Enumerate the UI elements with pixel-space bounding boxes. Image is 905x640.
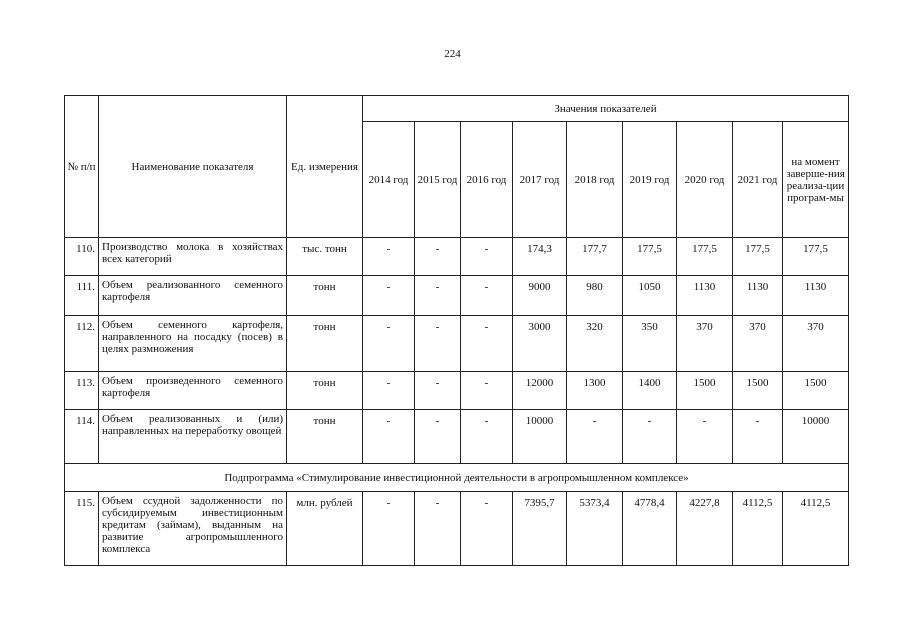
value-cell: 177,5: [677, 238, 733, 276]
indicator-name: Объем произведенного семенного картофеля: [99, 372, 287, 410]
value-cell: -: [677, 410, 733, 464]
value-cell: 370: [733, 316, 783, 372]
row-number: 110.: [65, 238, 99, 276]
value-cell: 177,5: [783, 238, 849, 276]
row-number: 112.: [65, 316, 99, 372]
value-cell: 370: [783, 316, 849, 372]
value-cell: 1130: [783, 276, 849, 316]
value-cell: 1500: [677, 372, 733, 410]
unit-cell: тонн: [287, 410, 363, 464]
value-cell: -: [363, 316, 415, 372]
value-cell: 4227,8: [677, 492, 733, 566]
value-cell: 4778,4: [623, 492, 677, 566]
value-cell: -: [461, 316, 513, 372]
table-row: [65, 410, 849, 464]
header-year: 2019 год: [623, 122, 677, 238]
header-name: Наименование показателя: [99, 96, 287, 238]
header-year: 2018 год: [567, 122, 623, 238]
value-cell: -: [623, 410, 677, 464]
value-cell: 177,7: [567, 238, 623, 276]
value-cell: 10000: [783, 410, 849, 464]
value-cell: -: [461, 276, 513, 316]
value-cell: 4112,5: [733, 492, 783, 566]
header-values-group: Значения показателей: [363, 96, 849, 122]
subprogram-row: [65, 464, 849, 492]
row-number: 115.: [65, 492, 99, 566]
value-cell: 370: [677, 316, 733, 372]
header-unit: Ед. измерения: [287, 96, 363, 238]
value-cell: 3000: [513, 316, 567, 372]
unit-cell: тыс. тонн: [287, 238, 363, 276]
row-number: 113.: [65, 372, 99, 410]
indicator-name: Объем реализованных и (или) направленных на переработку овощей: [99, 410, 287, 464]
row-number: 114.: [65, 410, 99, 464]
value-cell: -: [567, 410, 623, 464]
header-year: 2020 год: [677, 122, 733, 238]
value-cell: 5373,4: [567, 492, 623, 566]
table-row: [65, 276, 849, 316]
indicator-name: Производство молока в хозяйствах всех категорий: [99, 238, 287, 276]
indicator-name: Объем реализованного семенного картофеля: [99, 276, 287, 316]
value-cell: -: [363, 372, 415, 410]
value-cell: -: [733, 410, 783, 464]
value-cell: -: [363, 238, 415, 276]
indicator-name: Объем ссудной задолженности по субсидируемым инвестиционным кредитам (займам), выданным на развитие агропромышленного комплекса: [99, 492, 287, 566]
value-cell: 1400: [623, 372, 677, 410]
value-cell: -: [461, 238, 513, 276]
table-row: [65, 372, 849, 410]
page-number: 224: [444, 48, 461, 60]
value-cell: 4112,5: [783, 492, 849, 566]
value-cell: 177,5: [623, 238, 677, 276]
indicators-table: [64, 95, 849, 566]
value-cell: 350: [623, 316, 677, 372]
value-cell: 1300: [567, 372, 623, 410]
value-cell: -: [363, 276, 415, 316]
value-cell: -: [461, 410, 513, 464]
value-cell: 174,3: [513, 238, 567, 276]
indicator-name: Объем семенного картофеля, направленного на посадку (посев) в целях размножения: [99, 316, 287, 372]
value-cell: -: [415, 238, 461, 276]
unit-cell: млн. рублей: [287, 492, 363, 566]
header-year: 2014 год: [363, 122, 415, 238]
unit-cell: тонн: [287, 316, 363, 372]
value-cell: -: [363, 492, 415, 566]
value-cell: -: [415, 410, 461, 464]
header-year: 2017 год: [513, 122, 567, 238]
header-year: 2015 год: [415, 122, 461, 238]
header-completion: на момент заверше-ния реализа-ции програм-мы: [783, 122, 849, 238]
value-cell: 1050: [623, 276, 677, 316]
value-cell: 10000: [513, 410, 567, 464]
row-number: 111.: [65, 276, 99, 316]
table-row: [65, 238, 849, 276]
header-num: № п/п: [65, 96, 99, 238]
value-cell: 9000: [513, 276, 567, 316]
value-cell: 1130: [733, 276, 783, 316]
unit-cell: тонн: [287, 372, 363, 410]
value-cell: -: [415, 276, 461, 316]
table-row: [65, 316, 849, 372]
value-cell: -: [461, 492, 513, 566]
value-cell: 1500: [733, 372, 783, 410]
subprogram-title: Подпрограмма «Стимулирование инвестиционной деятельности в агропромышленном комплексе»: [65, 464, 849, 492]
value-cell: -: [415, 372, 461, 410]
header-year: 2021 год: [733, 122, 783, 238]
value-cell: -: [363, 410, 415, 464]
value-cell: 177,5: [733, 238, 783, 276]
value-cell: 1130: [677, 276, 733, 316]
value-cell: 980: [567, 276, 623, 316]
value-cell: 320: [567, 316, 623, 372]
value-cell: 12000: [513, 372, 567, 410]
value-cell: -: [415, 316, 461, 372]
value-cell: 1500: [783, 372, 849, 410]
table-row: [65, 492, 849, 566]
header-year: 2016 год: [461, 122, 513, 238]
unit-cell: тонн: [287, 276, 363, 316]
value-cell: 7395,7: [513, 492, 567, 566]
value-cell: -: [461, 372, 513, 410]
value-cell: -: [415, 492, 461, 566]
